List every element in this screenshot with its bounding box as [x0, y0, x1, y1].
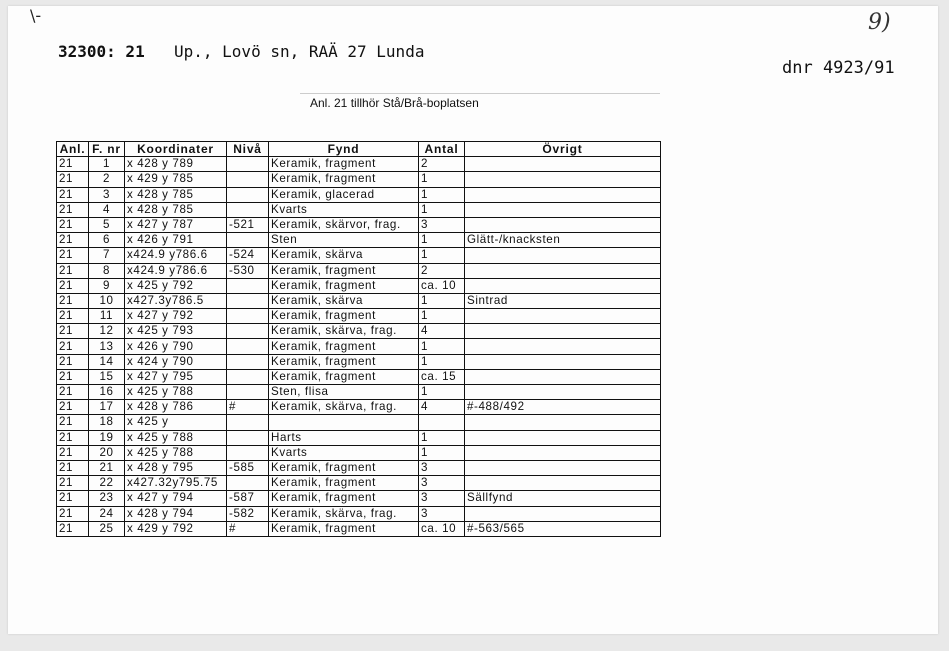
cell-fynd	[269, 415, 419, 430]
corner-mark: \-	[30, 6, 42, 25]
cell-niva	[227, 339, 269, 354]
cell-antal: 1	[419, 430, 465, 445]
cell-antal: 1	[419, 385, 465, 400]
cell-koord: x 425 y 793	[125, 324, 227, 339]
cell-koord: x 425 y	[125, 415, 227, 430]
cell-antal: ca. 10	[419, 521, 465, 536]
cell-fynd: Keramik, fragment	[269, 460, 419, 475]
cell-niva: -582	[227, 506, 269, 521]
cell-anl: 21	[57, 415, 89, 430]
cell-fynd: Harts	[269, 430, 419, 445]
cell-antal: 1	[419, 233, 465, 248]
cell-ovrigt	[465, 354, 661, 369]
table-row	[57, 157, 661, 172]
cell-ovrigt: #-488/492	[465, 400, 661, 415]
cell-ovrigt: Sällfynd	[465, 491, 661, 506]
cell-niva	[227, 157, 269, 172]
cell-fynd: Keramik, fragment	[269, 521, 419, 536]
cell-koord: x427.32y795.75	[125, 476, 227, 491]
cell-koord: x 427 y 787	[125, 217, 227, 232]
cell-fnr: 10	[89, 293, 125, 308]
table-row	[57, 521, 661, 536]
cell-fnr: 23	[89, 491, 125, 506]
cell-fnr: 20	[89, 445, 125, 460]
cell-ovrigt	[465, 248, 661, 263]
page-number: 9)	[868, 10, 891, 35]
cell-fynd: Keramik, skärva	[269, 293, 419, 308]
cell-niva	[227, 369, 269, 384]
cell-ovrigt	[465, 339, 661, 354]
cell-koord: x 425 y 788	[125, 385, 227, 400]
cell-anl: 21	[57, 354, 89, 369]
cell-niva	[227, 476, 269, 491]
cell-koord: x 428 y 785	[125, 202, 227, 217]
cell-niva	[227, 324, 269, 339]
cell-ovrigt	[465, 217, 661, 232]
record-id: 32300: 21	[58, 42, 145, 61]
cell-antal: 1	[419, 187, 465, 202]
cell-ovrigt: Glätt-/knacksten	[465, 233, 661, 248]
table-row	[57, 354, 661, 369]
column-header-fynd: Fynd	[269, 142, 419, 157]
cell-fnr: 14	[89, 354, 125, 369]
cell-niva: #	[227, 400, 269, 415]
cell-niva	[227, 278, 269, 293]
cell-anl: 21	[57, 172, 89, 187]
finds-table	[56, 141, 661, 537]
table-row	[57, 491, 661, 506]
cell-fnr: 13	[89, 339, 125, 354]
table-row	[57, 415, 661, 430]
column-header-anl: Anl.	[57, 142, 89, 157]
cell-antal: 4	[419, 324, 465, 339]
cell-fynd: Keramik, fragment	[269, 172, 419, 187]
cell-anl: 21	[57, 248, 89, 263]
cell-ovrigt: #-563/565	[465, 521, 661, 536]
table-row	[57, 339, 661, 354]
cell-ovrigt	[465, 445, 661, 460]
column-header-koord: Koordinater	[125, 142, 227, 157]
cell-fynd: Keramik, glacerad	[269, 187, 419, 202]
cell-antal: 1	[419, 248, 465, 263]
cell-fnr: 1	[89, 157, 125, 172]
table-row	[57, 293, 661, 308]
cell-koord: x 428 y 789	[125, 157, 227, 172]
table-row	[57, 460, 661, 475]
column-header-fnr: F. nr	[89, 142, 125, 157]
cell-antal: ca. 15	[419, 369, 465, 384]
table-body	[57, 157, 661, 537]
cell-koord: x 428 y 794	[125, 506, 227, 521]
cell-ovrigt	[465, 263, 661, 278]
table-row	[57, 324, 661, 339]
cell-niva	[227, 430, 269, 445]
cell-fnr: 21	[89, 460, 125, 475]
cell-fynd: Keramik, skärvor, frag.	[269, 217, 419, 232]
cell-fnr: 3	[89, 187, 125, 202]
cell-antal	[419, 415, 465, 430]
table-row	[57, 506, 661, 521]
cell-antal: ca. 10	[419, 278, 465, 293]
cell-fnr: 18	[89, 415, 125, 430]
table-row	[57, 445, 661, 460]
cell-koord: x 425 y 788	[125, 430, 227, 445]
cell-niva: -521	[227, 217, 269, 232]
column-header-niva: Nivå	[227, 142, 269, 157]
cell-ovrigt	[465, 187, 661, 202]
cell-anl: 21	[57, 187, 89, 202]
cell-niva	[227, 354, 269, 369]
cell-anl: 21	[57, 430, 89, 445]
table-row	[57, 369, 661, 384]
cell-koord: x 425 y 788	[125, 445, 227, 460]
cell-koord: x 428 y 795	[125, 460, 227, 475]
cell-fnr: 19	[89, 430, 125, 445]
table-row	[57, 400, 661, 415]
cell-anl: 21	[57, 476, 89, 491]
cell-niva	[227, 445, 269, 460]
cell-koord: x 425 y 792	[125, 278, 227, 293]
cell-koord: x 427 y 794	[125, 491, 227, 506]
cell-antal: 1	[419, 293, 465, 308]
cell-ovrigt	[465, 369, 661, 384]
column-header-antal: Antal	[419, 142, 465, 157]
cell-koord: x 428 y 786	[125, 400, 227, 415]
cell-fynd: Keramik, skärva, frag.	[269, 506, 419, 521]
cell-ovrigt	[465, 172, 661, 187]
cell-fynd: Keramik, fragment	[269, 278, 419, 293]
cell-antal: 2	[419, 263, 465, 278]
table-row	[57, 172, 661, 187]
cell-niva	[227, 309, 269, 324]
cell-fnr: 22	[89, 476, 125, 491]
cell-fnr: 15	[89, 369, 125, 384]
cell-ovrigt	[465, 309, 661, 324]
cell-fnr: 2	[89, 172, 125, 187]
cell-antal: 3	[419, 506, 465, 521]
cell-fynd: Keramik, fragment	[269, 309, 419, 324]
cell-koord: x 427 y 792	[125, 309, 227, 324]
site-location: Up., Lovö sn, RAÄ 27 Lunda	[174, 42, 425, 61]
cell-ovrigt	[465, 415, 661, 430]
cell-niva	[227, 233, 269, 248]
cell-antal: 4	[419, 400, 465, 415]
table-row	[57, 278, 661, 293]
cell-antal: 3	[419, 217, 465, 232]
table-row	[57, 263, 661, 278]
cell-fynd: Keramik, skärva	[269, 248, 419, 263]
cell-fnr: 6	[89, 233, 125, 248]
cell-ovrigt	[465, 385, 661, 400]
cell-fnr: 11	[89, 309, 125, 324]
cell-koord: x 428 y 785	[125, 187, 227, 202]
cell-anl: 21	[57, 324, 89, 339]
cell-anl: 21	[57, 202, 89, 217]
cell-anl: 21	[57, 460, 89, 475]
table-row	[57, 202, 661, 217]
table-row	[57, 217, 661, 232]
table-row	[57, 233, 661, 248]
cell-fynd: Sten	[269, 233, 419, 248]
cell-anl: 21	[57, 339, 89, 354]
table-row	[57, 187, 661, 202]
table-row	[57, 248, 661, 263]
cell-fnr: 5	[89, 217, 125, 232]
cell-fnr: 7	[89, 248, 125, 263]
cell-anl: 21	[57, 217, 89, 232]
cell-ovrigt	[465, 506, 661, 521]
cell-koord: x 426 y 791	[125, 233, 227, 248]
table-row	[57, 309, 661, 324]
cell-fynd: Keramik, fragment	[269, 369, 419, 384]
cell-koord: x427.3y786.5	[125, 293, 227, 308]
cell-anl: 21	[57, 293, 89, 308]
cell-anl: 21	[57, 369, 89, 384]
table-row	[57, 476, 661, 491]
table-header-row	[57, 142, 661, 157]
subtitle: Anl. 21 tillhör Stå/Brå-boplatsen	[310, 96, 479, 110]
cell-koord: x424.9 y786.6	[125, 263, 227, 278]
cell-niva	[227, 385, 269, 400]
cell-ovrigt	[465, 324, 661, 339]
cell-koord: x424.9 y786.6	[125, 248, 227, 263]
cell-koord: x 427 y 795	[125, 369, 227, 384]
cell-ovrigt: Sintrad	[465, 293, 661, 308]
cell-antal: 1	[419, 172, 465, 187]
divider	[300, 93, 660, 94]
cell-antal: 1	[419, 202, 465, 217]
cell-ovrigt	[465, 202, 661, 217]
dnr-number: dnr 4923/91	[782, 58, 895, 78]
cell-niva	[227, 202, 269, 217]
cell-fynd: Kvarts	[269, 202, 419, 217]
cell-anl: 21	[57, 385, 89, 400]
cell-koord: x 429 y 792	[125, 521, 227, 536]
cell-antal: 1	[419, 354, 465, 369]
cell-fnr: 24	[89, 506, 125, 521]
cell-niva: -524	[227, 248, 269, 263]
cell-anl: 21	[57, 521, 89, 536]
cell-anl: 21	[57, 157, 89, 172]
cell-niva: -587	[227, 491, 269, 506]
cell-antal: 1	[419, 339, 465, 354]
cell-niva	[227, 293, 269, 308]
cell-antal: 3	[419, 476, 465, 491]
cell-fynd: Keramik, skärva, frag.	[269, 400, 419, 415]
cell-anl: 21	[57, 506, 89, 521]
cell-ovrigt	[465, 157, 661, 172]
table-row	[57, 385, 661, 400]
cell-antal: 3	[419, 491, 465, 506]
cell-ovrigt	[465, 476, 661, 491]
cell-niva: #	[227, 521, 269, 536]
cell-fynd: Kvarts	[269, 445, 419, 460]
cell-fynd: Keramik, fragment	[269, 476, 419, 491]
cell-ovrigt	[465, 278, 661, 293]
cell-fnr: 25	[89, 521, 125, 536]
column-header-ovrigt: Övrigt	[465, 142, 661, 157]
cell-fynd: Keramik, fragment	[269, 339, 419, 354]
cell-anl: 21	[57, 233, 89, 248]
cell-niva	[227, 187, 269, 202]
cell-anl: 21	[57, 278, 89, 293]
cell-fnr: 12	[89, 324, 125, 339]
cell-fnr: 4	[89, 202, 125, 217]
cell-anl: 21	[57, 400, 89, 415]
cell-fynd: Keramik, fragment	[269, 491, 419, 506]
table-row	[57, 430, 661, 445]
cell-ovrigt	[465, 430, 661, 445]
cell-antal: 1	[419, 445, 465, 460]
cell-anl: 21	[57, 491, 89, 506]
cell-ovrigt	[465, 460, 661, 475]
cell-anl: 21	[57, 263, 89, 278]
cell-antal: 3	[419, 460, 465, 475]
cell-antal: 1	[419, 309, 465, 324]
cell-anl: 21	[57, 309, 89, 324]
cell-fnr: 8	[89, 263, 125, 278]
cell-fynd: Keramik, skärva, frag.	[269, 324, 419, 339]
cell-fnr: 17	[89, 400, 125, 415]
cell-fynd: Keramik, fragment	[269, 157, 419, 172]
cell-fynd: Sten, flisa	[269, 385, 419, 400]
cell-koord: x 424 y 790	[125, 354, 227, 369]
cell-antal: 2	[419, 157, 465, 172]
cell-koord: x 426 y 790	[125, 339, 227, 354]
cell-fynd: Keramik, fragment	[269, 263, 419, 278]
cell-niva: -530	[227, 263, 269, 278]
cell-niva: -585	[227, 460, 269, 475]
cell-fnr: 16	[89, 385, 125, 400]
cell-niva	[227, 172, 269, 187]
cell-koord: x 429 y 785	[125, 172, 227, 187]
cell-anl: 21	[57, 445, 89, 460]
cell-fnr: 9	[89, 278, 125, 293]
cell-fynd: Keramik, fragment	[269, 354, 419, 369]
cell-niva	[227, 415, 269, 430]
